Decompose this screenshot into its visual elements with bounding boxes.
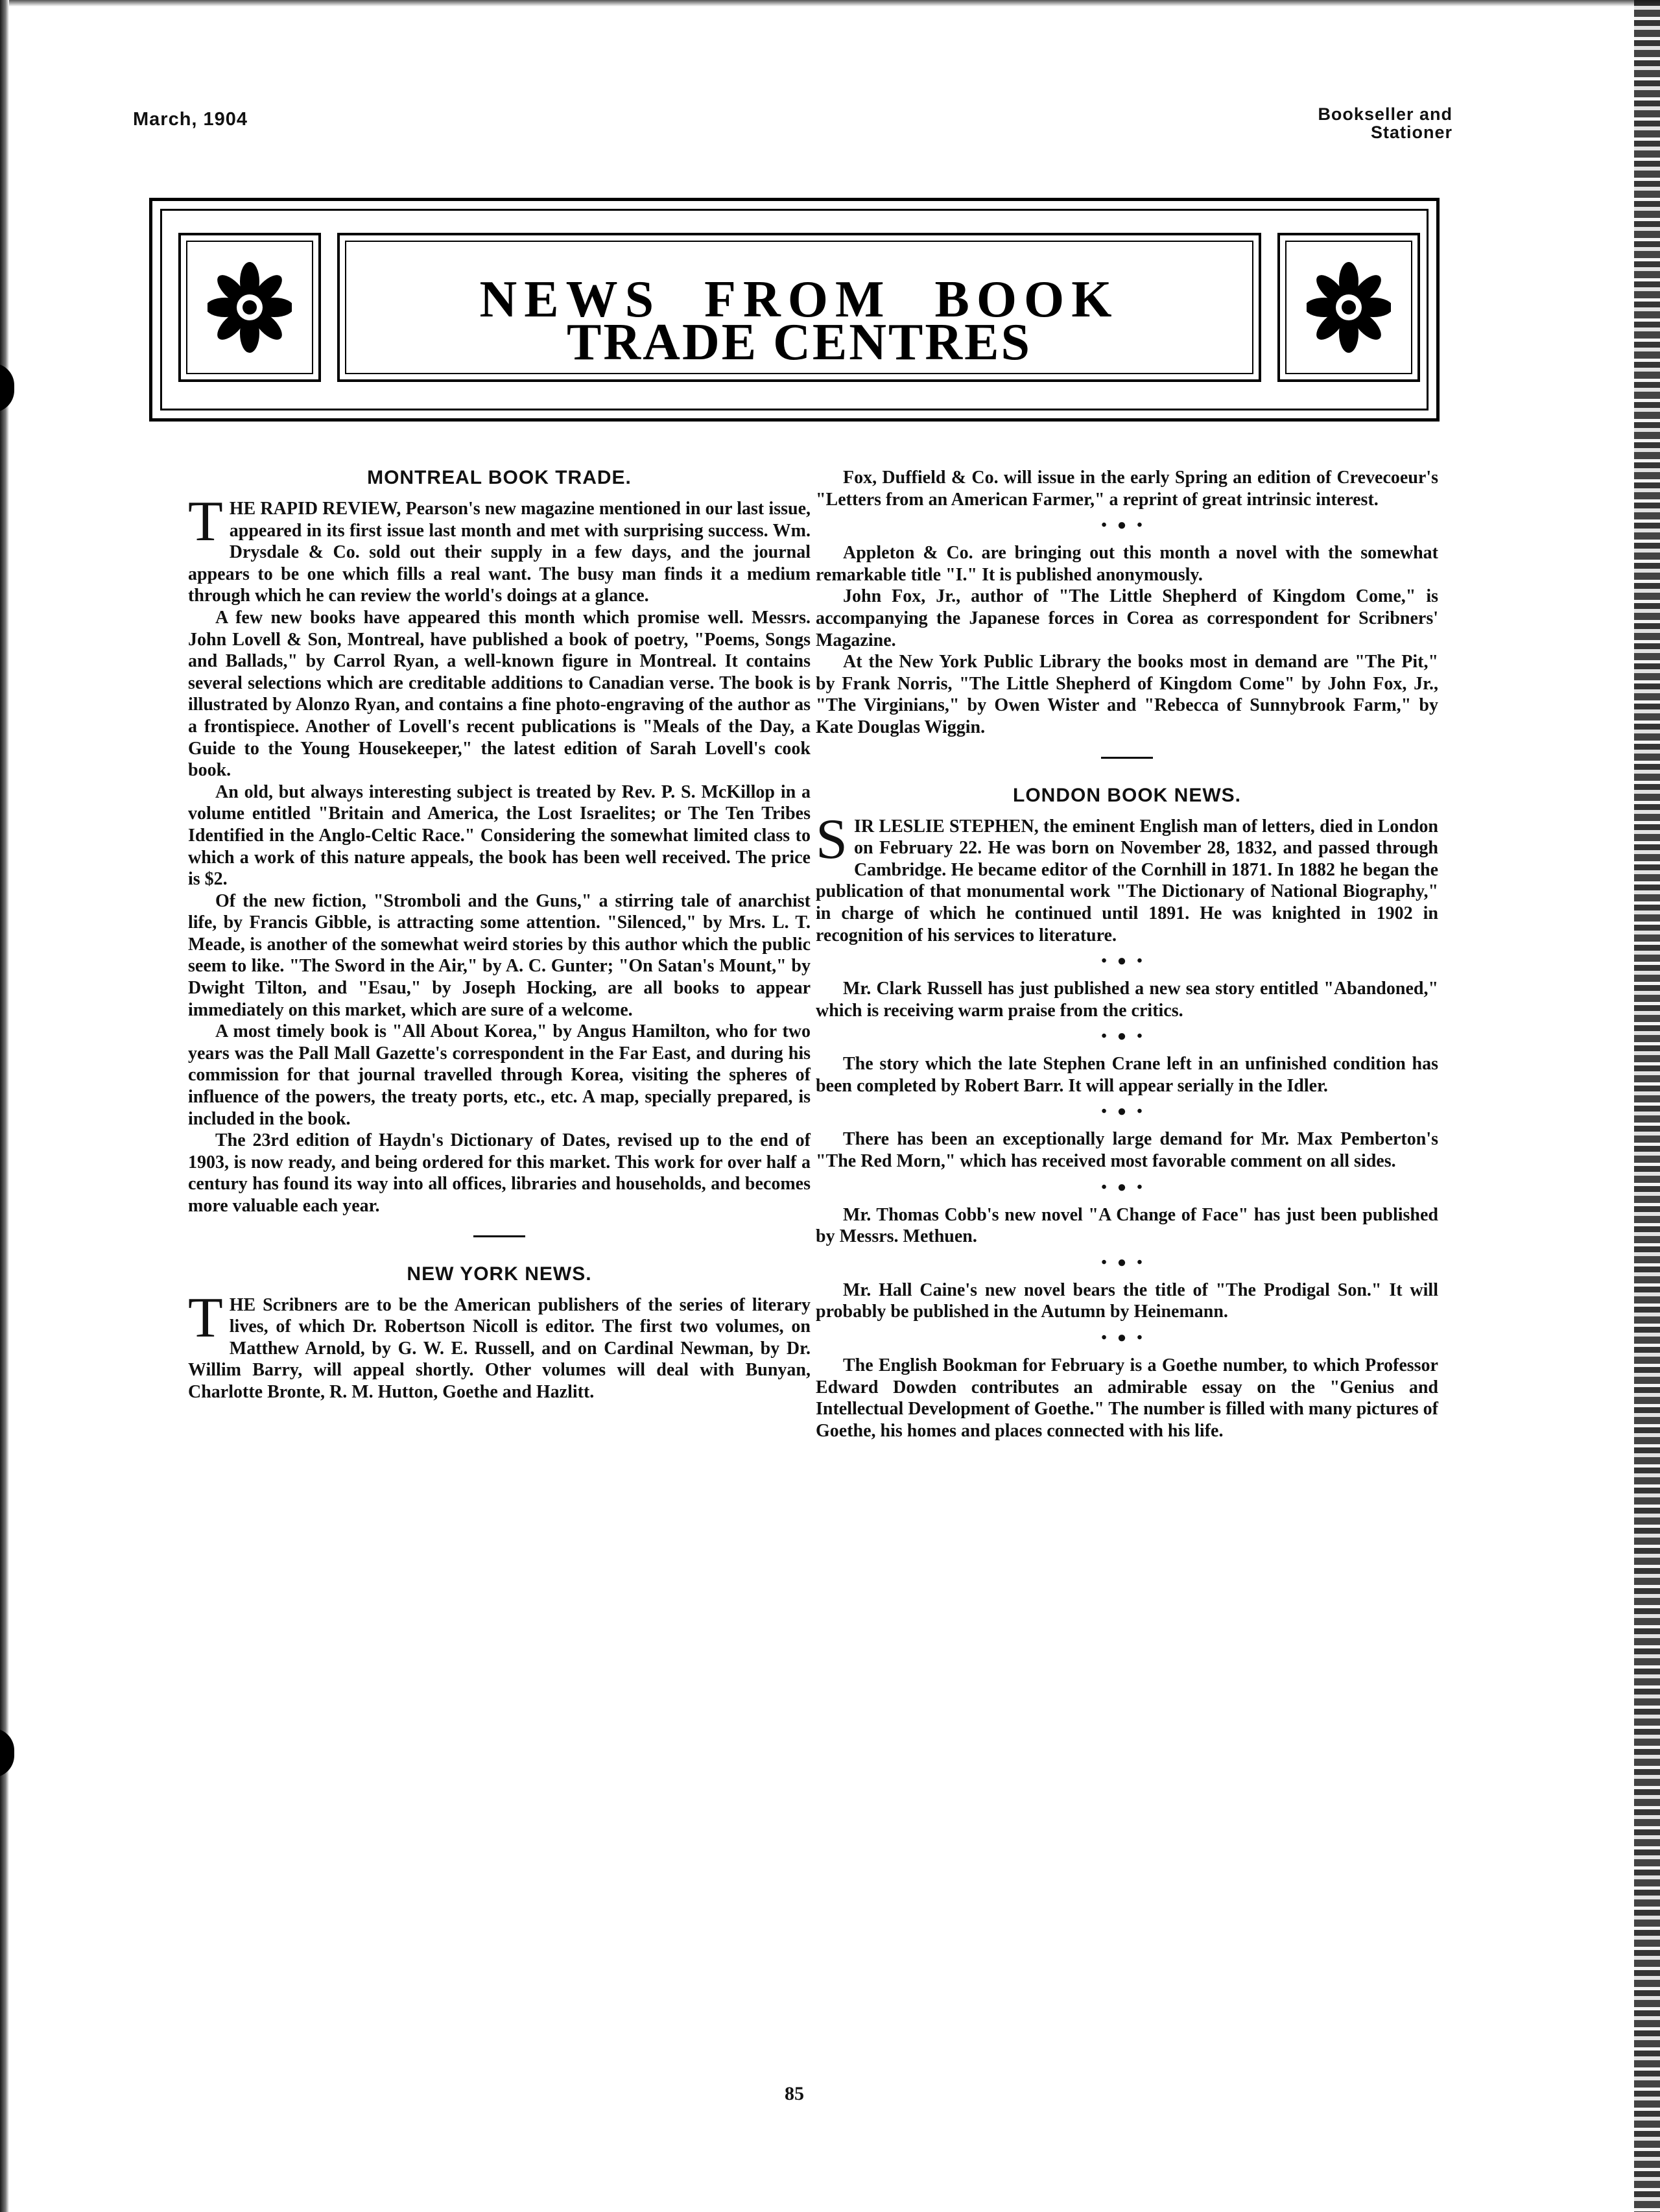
page-title-line1: NEWS FROM BOOK: [479, 271, 1119, 328]
left-column: [188, 467, 811, 1403]
scan-top-edge: [0, 0, 1660, 6]
asterism-divider: •●•: [1101, 953, 1153, 970]
asterism-divider: •●•: [1101, 517, 1153, 534]
title-banner: [149, 198, 1440, 422]
paragraph: Mr. Clark Russell has just published a new sea story entitled "Abandoned," which is receiving warm praise from the critics.: [816, 979, 1438, 1021]
right-column: [816, 467, 1438, 1442]
asterism-divider: •●•: [1101, 1103, 1153, 1121]
banner-inner-frame: [160, 209, 1429, 410]
publication-name: [1318, 105, 1452, 141]
section-heading-london: LONDON BOOK NEWS.: [1013, 784, 1241, 806]
ornament-frame-right: [1277, 233, 1420, 382]
section-heading-new-york: NEW YORK NEWS.: [407, 1263, 592, 1285]
paragraph: Mr. Thomas Cobb's new novel "A Change of Face" has just been published by Messrs. Methuen.: [816, 1204, 1438, 1247]
flower-rosette-icon: [1307, 259, 1391, 356]
punch-hole: [0, 1728, 14, 1778]
section-divider: [1101, 757, 1153, 759]
section-heading-montreal: MONTREAL BOOK TRADE.: [367, 467, 632, 488]
paragraph: THE RAPID REVIEW, Pearson's new magazine mentioned in our last issue, appeared in its first issue last month and met with surprising success. Wm. Drysdale & Co. sold out their supply in a few days, and the journal appears to be one which fills a real want. The busy man finds it a medium through which he can review the world's doings at a glance.: [188, 490, 811, 606]
page-number: 85: [785, 2083, 804, 2104]
paragraph: At the New York Public Library the books most in demand are "The Pit," by Frank Norris, "The Little Shepherd of Kingdom Come" by John Fox, Jr., "The Virginians," by Owen Wister and "Rebecca of Sunnybrook Farm," by Kate Douglas Wiggin.: [816, 652, 1438, 737]
asterism-divider: •●•: [1101, 1178, 1153, 1196]
scan-left-edge: [0, 0, 9, 2212]
section-divider: [473, 1235, 525, 1237]
page-title-line2: TRADE CENTRES: [567, 314, 1032, 371]
flower-rosette-icon: [208, 259, 292, 356]
scan-right-edge: [1634, 0, 1660, 2212]
paragraph: THE Scribners are to be the American publishers of the series of literary lives, of which Dr. Robertson Nicoll is editor. The first two volumes, on Matthew Arnold, by G. W. E. Russell, and on Cardinal Newman, by Dr. Willim Barry, will appeal shortly. Other volumes will deal with Bunyan, Charlotte Bronte, R. M. Hutton, Goethe and Hazlitt.: [188, 1286, 811, 1402]
asterism-divider: •●•: [1101, 1028, 1153, 1045]
paragraph: Appleton & Co. are bringing out this month a novel with the somewhat remarkable title "I." It is published anonymously.: [816, 543, 1438, 585]
ornament-frame-left: [178, 233, 321, 382]
asterism-divider: •●•: [1101, 1329, 1153, 1347]
paragraph: A few new books have appeared this month which promise well. Messrs. John Lovell & Son, Montreal, have published a book of poetry, "Poems, Songs and Ballads," by Carrol Ryan, a well-known figure in Montreal. It contains several selections which are creditable additions to Canadian verse. The book is illustrated by Alonzo Ryan, and contains a fine photo-engraving of the author as a frontispiece. Another of Lovell's recent publications is "Meals of the Day, a Guide to the Young Housekeeper," the latest edition of Sarah Lovell's cook book.: [188, 607, 811, 781]
paragraph: The English Bookman for February is a Goethe number, to which Professor Edward Dowden contributes an admirable essay on the "Genius and Intellectual Development of Goethe." The number is filled with many pictures of Goethe, his homes and places connected with his life.: [816, 1355, 1438, 1441]
paragraph: The 23rd edition of Haydn's Dictionary of Dates, revised up to the end of 1903, is now ready, and being ordered for this market. This work for over half a century has found its way into all offices, libraries and households, and becomes more valuable each year.: [188, 1130, 811, 1216]
paragraph: The story which the late Stephen Crane left in an unfinished condition has been completed by Robert Barr. It will appear serially in the Idler.: [816, 1054, 1438, 1096]
paragraph: Mr. Hall Caine's new novel bears the title of "The Prodigal Son." It will probably be published in the Autumn by Heinemann.: [816, 1279, 1438, 1322]
paragraph: John Fox, Jr., author of "The Little Shepherd of Kingdom Come," is accompanying the Japanese forces in Corea as correspondent for Scribners' Magazine.: [816, 586, 1438, 650]
paragraph: Of the new fiction, "Stromboli and the Guns," a stirring tale of anarchist life, by Francis Gibble, is attracting some attention. "Silenced," by Mrs. L. T. Meade, is another of the somewhat weird stories by this author which the public seem to like. "The Sword in the Air," by A. C. Gunter; "On Satan's Mount," by Dwight Tilton, and "Esau," by Joseph Hocking, are all books to appear immediately on this market, which are sure of a welcome.: [188, 890, 811, 1020]
paragraph: A most timely book is "All About Korea," by Angus Hamilton, who for two years was the Pall Mall Gazette's correspondent in the Far East, and during his commission for that journal travelled through Korea, visiting the spheres of influence of the powers, the treaty ports, etc., etc. A map, specially prepared, is included in the book.: [188, 1021, 811, 1129]
asterism-divider: •●•: [1101, 1254, 1153, 1271]
paragraph: SIR LESLIE STEPHEN, the eminent English man of letters, died in London on February 22. He was born on November 28, 1832, and passed through Cambridge. He became editor of the Cornhill in 1871. In 1882 he began the publication of that monumental work "The Dictionary of National Biography," in charge of which he continued until 1891. He was knighted in 1902 in recognition of his services to literature.: [816, 807, 1438, 945]
issue-date: March, 1904: [133, 109, 248, 130]
publication-name-line1: Bookseller and: [1318, 104, 1452, 124]
publication-name-line2: Stationer: [1370, 123, 1452, 142]
paragraph: An old, but always interesting subject is treated by Rev. P. S. McKillop in a volume entitled "Britain and America, the Lost Israelites; or The Ten Tribes Identified in the Anglo-Celtic Race." Considering the somewhat limited class to which a work of this nature appeals, the book has been well received. The price is $2.: [188, 781, 811, 890]
punch-hole: [0, 363, 14, 412]
paragraph: There has been an exceptionally large demand for Mr. Max Pemberton's "The Red Morn," which has received most favorable comment on all sides.: [816, 1129, 1438, 1172]
title-frame: [337, 233, 1261, 382]
paragraph: Fox, Duffield & Co. will issue in the early Spring an edition of Crevecoeur's "Letters from an American Farmer," a reprint of great intrinsic interest.: [816, 468, 1438, 510]
